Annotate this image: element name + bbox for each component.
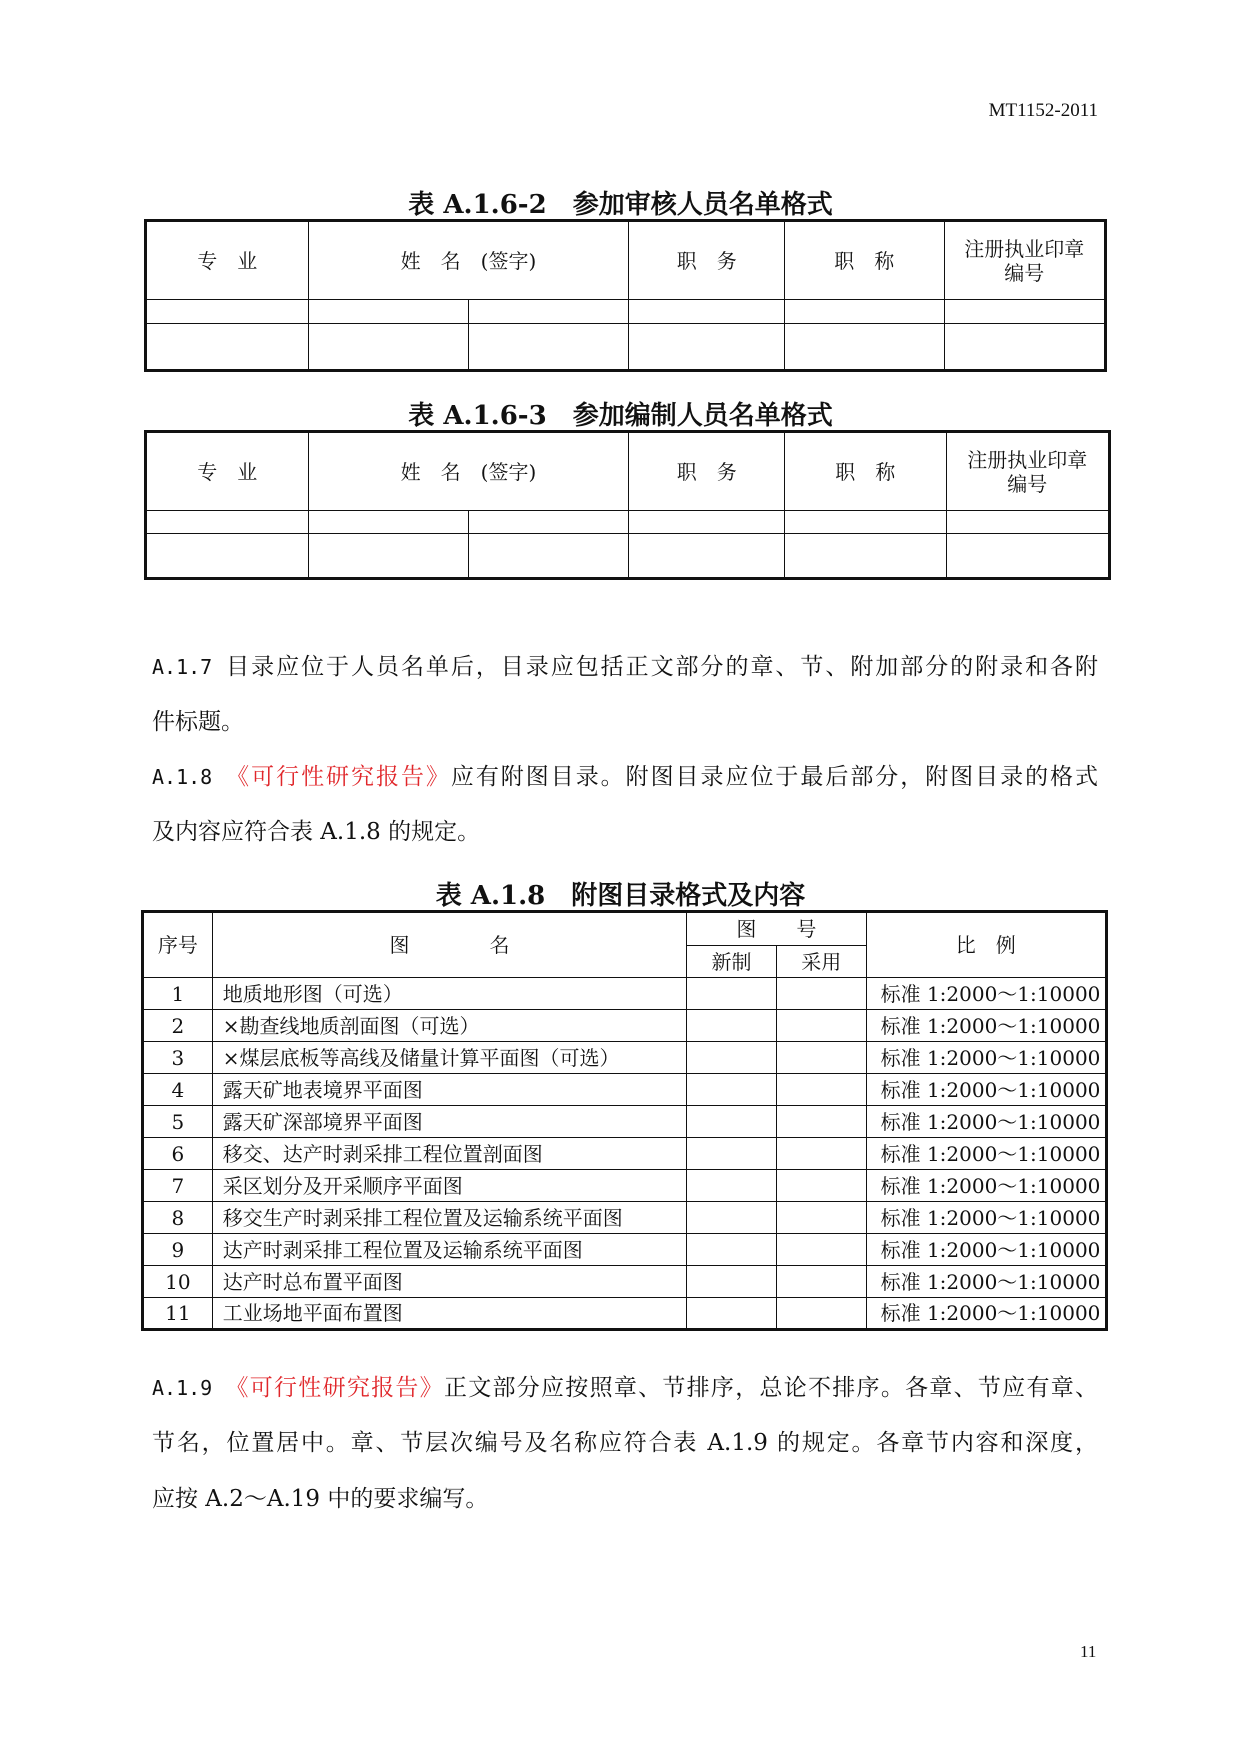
row-no: 5 bbox=[143, 1106, 213, 1138]
para-a17-line2: 件标题。 bbox=[152, 709, 244, 735]
row-new bbox=[687, 1010, 777, 1042]
row-new bbox=[687, 1138, 777, 1170]
row-scale: 标准 1:2000～1:10000 bbox=[866, 1010, 1106, 1042]
row-adopt bbox=[776, 1106, 866, 1138]
row-new bbox=[687, 1266, 777, 1298]
row-adopt bbox=[776, 1266, 866, 1298]
row-figure-name: 采区划分及开采顺序平面图 bbox=[212, 1170, 686, 1202]
table-row bbox=[146, 323, 1106, 370]
row-no: 9 bbox=[143, 1234, 213, 1266]
table-row bbox=[143, 1106, 1107, 1138]
header-position: 职 务 bbox=[629, 432, 785, 511]
row-scale: 标准 1:2000～1:10000 bbox=[866, 1074, 1106, 1106]
para-a18-line1: A.1.8 《可行性研究报告》应有附图目录。附图目录应位于最后部分，附图目录的格式 bbox=[152, 764, 1099, 790]
row-figure-name: ×煤层底板等高线及储量计算平面图（可选） bbox=[212, 1042, 686, 1074]
row-new bbox=[687, 1042, 777, 1074]
table-a162 bbox=[144, 219, 1107, 372]
header-figure-name: 图 名 bbox=[212, 912, 686, 978]
page-number: 11 bbox=[1080, 1642, 1097, 1661]
row-figure-name: 地质地形图（可选） bbox=[212, 978, 686, 1010]
header-major: 专 业 bbox=[146, 221, 309, 300]
row-no: 1 bbox=[143, 978, 213, 1010]
row-adopt bbox=[776, 1234, 866, 1266]
document-code: MT1152-2011 bbox=[988, 100, 1098, 121]
row-scale: 标准 1:2000～1:10000 bbox=[866, 1042, 1106, 1074]
row-scale: 标准 1:2000～1:10000 bbox=[866, 1170, 1106, 1202]
table-a18-title: 表 A.1.8 附图目录格式及内容 bbox=[435, 881, 806, 911]
table-a162-title: 表 A.1.6-2 参加审核人员名单格式 bbox=[408, 190, 833, 220]
row-new bbox=[687, 1170, 777, 1202]
table-row bbox=[146, 533, 1110, 578]
row-new bbox=[687, 1106, 777, 1138]
row-no: 2 bbox=[143, 1010, 213, 1042]
table-row bbox=[143, 1042, 1107, 1074]
header-new: 新制 bbox=[687, 946, 777, 978]
row-figure-name: 移交、达产时剥采排工程位置剖面图 bbox=[212, 1138, 686, 1170]
row-no: 7 bbox=[143, 1170, 213, 1202]
table-row bbox=[143, 1138, 1107, 1170]
row-scale: 标准 1:2000～1:10000 bbox=[866, 1138, 1106, 1170]
row-figure-name: 移交生产时剥采排工程位置及运输系统平面图 bbox=[212, 1202, 686, 1234]
row-adopt bbox=[776, 978, 866, 1010]
header-figure-number: 图 号 bbox=[687, 912, 866, 946]
row-adopt bbox=[776, 1202, 866, 1234]
row-no: 3 bbox=[143, 1042, 213, 1074]
row-scale: 标准 1:2000～1:10000 bbox=[866, 1106, 1106, 1138]
para-a19-line3: 应按 A.2～A.19 中的要求编写。 bbox=[152, 1486, 489, 1512]
row-new bbox=[687, 1234, 777, 1266]
row-new bbox=[687, 1298, 777, 1330]
row-figure-name: 露天矿地表境界平面图 bbox=[212, 1074, 686, 1106]
row-new bbox=[687, 1074, 777, 1106]
row-adopt bbox=[776, 1010, 866, 1042]
row-adopt bbox=[776, 1042, 866, 1074]
para-a17-line1: A.1.7 目录应位于人员名单后，目录应包括正文部分的章、节、附加部分的附录和各附 bbox=[152, 654, 1098, 680]
header-name-signature: 姓 名 (签字) bbox=[308, 221, 629, 300]
table-row bbox=[143, 1074, 1107, 1106]
row-scale: 标准 1:2000～1:10000 bbox=[866, 1298, 1106, 1330]
row-new bbox=[687, 978, 777, 1010]
row-no: 6 bbox=[143, 1138, 213, 1170]
table-row bbox=[143, 1298, 1107, 1330]
header-name-signature: 姓 名 (签字) bbox=[308, 432, 629, 511]
row-scale: 标准 1:2000～1:10000 bbox=[866, 978, 1106, 1010]
para-a19-line2: 节名，位置居中。章、节层次编号及名称应符合表 A.1.9 的规定。各章节内容和深度， bbox=[152, 1430, 1098, 1456]
para-a19-line1: A.1.9 《可行性研究报告》正文部分应按照章、节排序，总论不排序。各章、节应有章、 bbox=[152, 1375, 1099, 1401]
header-major: 专 业 bbox=[146, 432, 309, 511]
row-adopt bbox=[776, 1074, 866, 1106]
row-no: 8 bbox=[143, 1202, 213, 1234]
table-row bbox=[146, 511, 1110, 534]
row-scale: 标准 1:2000～1:10000 bbox=[866, 1266, 1106, 1298]
report-title-ref: 《可行性研究报告》 bbox=[224, 764, 451, 790]
row-scale: 标准 1:2000～1:10000 bbox=[866, 1202, 1106, 1234]
table-row bbox=[146, 300, 1106, 324]
table-row bbox=[143, 1266, 1107, 1298]
header-title: 职 称 bbox=[784, 432, 946, 511]
row-figure-name: 工业场地平面布置图 bbox=[212, 1298, 686, 1330]
table-row bbox=[143, 978, 1107, 1010]
header-seal-number: 注册执业印章 编号 bbox=[944, 221, 1105, 300]
table-a18 bbox=[141, 910, 1108, 1331]
row-figure-name: 露天矿深部境界平面图 bbox=[212, 1106, 686, 1138]
table-a163-title: 表 A.1.6-3 参加编制人员名单格式 bbox=[408, 401, 833, 431]
table-row bbox=[143, 1170, 1107, 1202]
row-no: 10 bbox=[143, 1266, 213, 1298]
table-a163 bbox=[144, 430, 1111, 580]
header-position: 职 务 bbox=[629, 221, 785, 300]
report-title-ref: 《可行性研究报告》 bbox=[224, 1375, 444, 1401]
row-figure-name: 达产时剥采排工程位置及运输系统平面图 bbox=[212, 1234, 686, 1266]
header-seal-number: 注册执业印章 编号 bbox=[946, 432, 1109, 511]
row-figure-name: 达产时总布置平面图 bbox=[212, 1266, 686, 1298]
row-adopt bbox=[776, 1170, 866, 1202]
row-figure-name: ×勘查线地质剖面图（可选） bbox=[212, 1010, 686, 1042]
table-row bbox=[143, 1202, 1107, 1234]
header-no: 序号 bbox=[143, 912, 213, 978]
row-adopt bbox=[776, 1138, 866, 1170]
table-row bbox=[143, 1234, 1107, 1266]
row-adopt bbox=[776, 1298, 866, 1330]
table-row bbox=[143, 1010, 1107, 1042]
para-a18-line2: 及内容应符合表 A.1.8 的规定。 bbox=[152, 819, 481, 845]
header-title: 职 称 bbox=[784, 221, 944, 300]
header-adopt: 采用 bbox=[776, 946, 866, 978]
row-no: 11 bbox=[143, 1298, 213, 1330]
header-scale: 比 例 bbox=[866, 912, 1106, 978]
row-no: 4 bbox=[143, 1074, 213, 1106]
row-new bbox=[687, 1202, 777, 1234]
row-scale: 标准 1:2000～1:10000 bbox=[866, 1234, 1106, 1266]
